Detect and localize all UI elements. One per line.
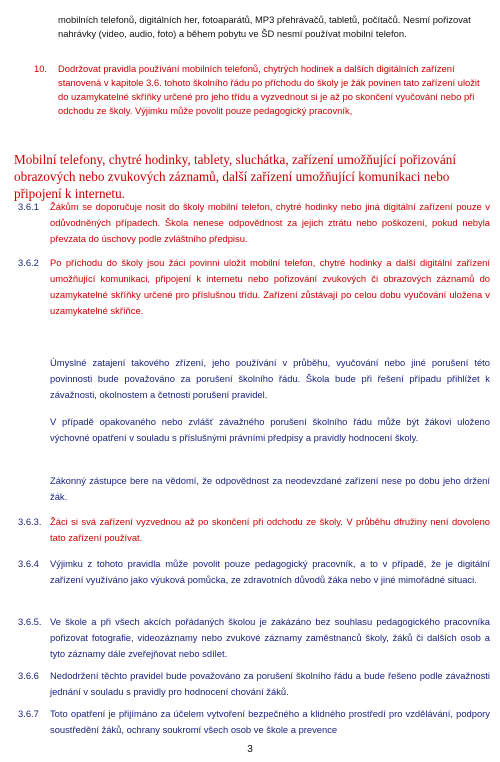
paragraph-repeated-violation: V případě opakovaného nebo zvlášť závažného porušení školního řádu může být žákovi uloženo výchovné opatření v souladu s příslušnými právními předpisy a pravidly hodnocení školy. <box>50 416 490 443</box>
section-3-6-3 <box>18 514 490 546</box>
paragraph-guardian: Zákonný zástupce bere na vědomí, že odpovědnost za neodevzdané zařízení nese po dobu jeho držení žák. <box>50 475 490 502</box>
section-3-6-7 <box>18 706 490 738</box>
page-number: 3 <box>247 744 253 755</box>
section-number: 3.6.1 <box>18 201 39 212</box>
section-3-6-1 <box>18 199 490 247</box>
intro-paragraph: mobilních telefonů, digitálních her, fotoaparátů, MP3 přehrávačů, tabletů, počítačů. Nesmí pořizovat nahrávky (video, audio, foto) a během pobytu ve ŠD nesmí používat mobilní telefon. <box>58 14 471 39</box>
section-text: Žákům se doporučuje nosit do školy mobilní telefon, chytré hodinky nebo jiná digitální zařízení pouze v odůvodněných případech. Škola nenese odpovědnost za jejich ztrátu nebo poškození, pokud nebyla převzata do úschovy podle zvláštního předpisu. <box>50 201 490 244</box>
section-text: Žáci si svá zařízení vyzvednou až po skončení při odchodu ze školy. V průběhu dfružiny není dovoleno tato zařízení používat. <box>50 516 490 543</box>
section-text: Ve škole a při všech akcích pořádaných školou je zakázáno bez souhlasu pedagogického pracovníka pořizovat fotografie, videozáznamy nebo zvukové záznamy zaměstnanců školy, žáků či dalších osob a tyto záznamy dále zveřejňovat nebo sdílet. <box>50 616 490 659</box>
list-item-number: 10. <box>34 63 48 74</box>
section-3-6-5 <box>18 614 490 662</box>
paragraph-concealment: Úmyslné zatajení takového zřízení, jeho používání v průběhu, vyučování nebo jiné porušení této povinnosti bude považováno za porušení školního řádu. Škola bude při řešení případu přihlížet k závažnosti, okolnostem a četnosti porušení pravidel. <box>50 357 490 400</box>
section-number: 3.6.7 <box>18 708 39 719</box>
section-3-6-4 <box>18 556 490 588</box>
list-item-text: Dodržovat pravidla používání mobilních telefonů, chytrých hodinek a dalších digitálních zařízení stanovená v kapitole 3.6. tohoto školního řádu po příchodu do školy je žák povinen tato zařízení uložit do uzamykatelné skříňky určené pro jeho třídu a vyzvednout si je až po skončení vyučování nebo při odchodu ze školy. Výjimku může povolit pouze pedagogický pracovník, <box>58 63 480 116</box>
section-text: Nedodržení těchto pravidel bude považováno za porušení školního řádu a bude řešeno podle závažnosti jednání v souladu s pravidly pro hodnocení chování žáků. <box>50 670 490 697</box>
section-3-6-2 <box>18 255 490 319</box>
section-text: Výjimku z tohoto pravidla může povolit pouze pedagogický pracovník, a to v případě, že je digitální zařízení využíváno jako výuková pomůcka, ze zdravotních důvodů žáka nebo v jiné mimořádné situaci. <box>50 558 490 585</box>
list-item-10 <box>34 62 490 118</box>
section-number: 3.6.6 <box>18 670 39 681</box>
section-heading: Mobilní telefony, chytré hodinky, tablety, sluchátka, zařízení umožňující pořizování obrazových nebo zvukových záznamů, další zařízení umožňující komunikaci nebo připojení k internetu. <box>14 152 457 201</box>
section-3-6-6 <box>18 668 490 700</box>
section-number: 3.6.5. <box>18 616 42 627</box>
section-number: 3.6.3. <box>18 516 42 527</box>
section-text: Po příchodu do školy jsou žáci povinni uložit mobilní telefon, chytré hodinky a další digitální zařízení umožňující komunikaci, připojení k internetu nebo pořizování zvukových či obrazových záznamů do uzamykatelné skříňky určené pro příslušnou třídu. Zařízení zůstávají po celou dobu vyučování uložena v uzamykatelné skříňce. <box>50 257 490 316</box>
section-text: Toto opatření je přijímáno za účelem vytvoření bezpečného a klidného prostředí pro vzdělávání, podpory soustředění žáků, ochrany soukromí všech osob ve škole a prevence <box>50 708 490 735</box>
section-number: 3.6.4 <box>18 558 39 569</box>
section-number: 3.6.2 <box>18 257 39 268</box>
